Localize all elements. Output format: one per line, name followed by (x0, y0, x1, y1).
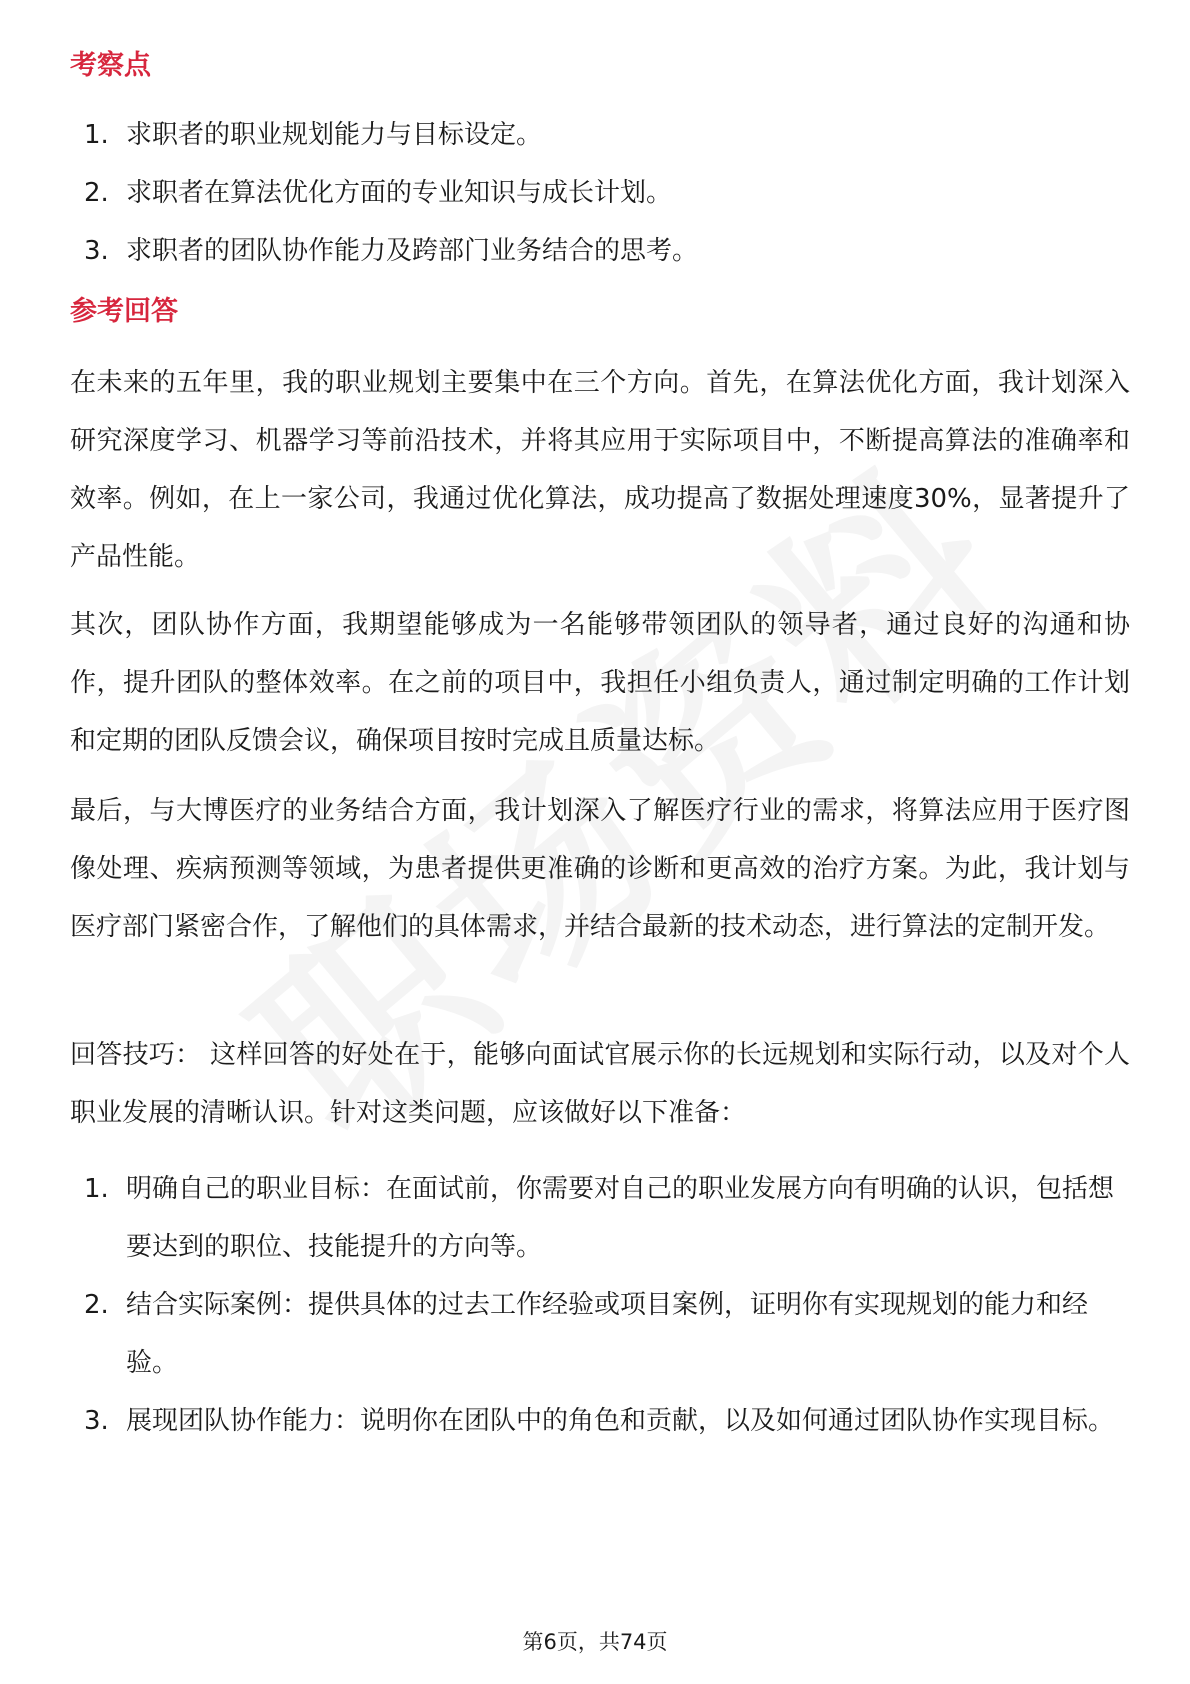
list-number: 1. (84, 1174, 109, 1204)
answer-heading: 参考回答 (70, 296, 178, 327)
list-item (70, 222, 1130, 280)
tips-intro: 回答技巧： 这样回答的好处在于，能够向面试官展示你的长远规划和实际行动，以及对个人职业发展的清晰认识。针对这类问题，应该做好以下准备： (70, 1040, 1130, 1128)
list-text: 求职者在算法优化方面的专业知识与成长计划。 (126, 178, 673, 208)
paragraph: 最后，与大博医疗的业务结合方面，我计划深入了解医疗行业的需求，将算法应用于医疗图像处理、疾病预测等领域，为患者提供更准确的诊断和更高效的治疗方案。为此，我计划与医疗部门紧密合作，了解他们的具体需求，并结合最新的技术动态，进行算法的定制开发。 (70, 796, 1130, 942)
page-footer: 第6页，共74页 (522, 1630, 668, 1654)
list-text: 结合实际案例：提供具体的过去工作经验或项目案例，证明你有实现规划的能力和经验。 (126, 1290, 1089, 1378)
paragraph: 在未来的五年里，我的职业规划主要集中在三个方向。首先，在算法优化方面，我计划深入研究深度学习、机器学习等前沿技术，并将其应用于实际项目中，不断提高算法的准确率和效率。例如，在上一家公司，我通过优化算法，成功提高了数据处理速度30%，显著提升了产品性能。 (70, 368, 1130, 572)
list-text: 展现团队协作能力：说明你在团队中的角色和贡献，以及如何通过团队协作实现目标。 (126, 1406, 1115, 1436)
list-item (70, 1392, 1130, 1450)
exam-points-heading: 考察点 (70, 50, 151, 81)
list-text: 明确自己的职业目标：在面试前，你需要对自己的职业发展方向有明确的认识，包括想要达到的职位、技能提升的方向等。 (126, 1174, 1115, 1262)
list-item (70, 1160, 1130, 1276)
list-item (70, 164, 1130, 222)
list-number: 2. (84, 1290, 109, 1320)
list-number: 2. (84, 178, 109, 208)
list-number: 3. (84, 1406, 109, 1436)
exam-points-list (70, 106, 1130, 280)
list-number: 3. (84, 236, 109, 266)
list-text: 求职者的职业规划能力与目标设定。 (126, 120, 543, 150)
list-item (70, 106, 1130, 164)
paragraph: 其次，团队协作方面，我期望能够成为一名能够带领团队的领导者，通过良好的沟通和协作，提升团队的整体效率。在之前的项目中，我担任小组负责人，通过制定明确的工作计划和定期的团队反馈会议，确保项目按时完成且质量达标。 (70, 610, 1130, 756)
list-item (70, 1276, 1130, 1392)
list-text: 求职者的团队协作能力及跨部门业务结合的思考。 (126, 236, 699, 266)
list-number: 1. (84, 120, 109, 150)
tips-list (70, 1160, 1130, 1450)
